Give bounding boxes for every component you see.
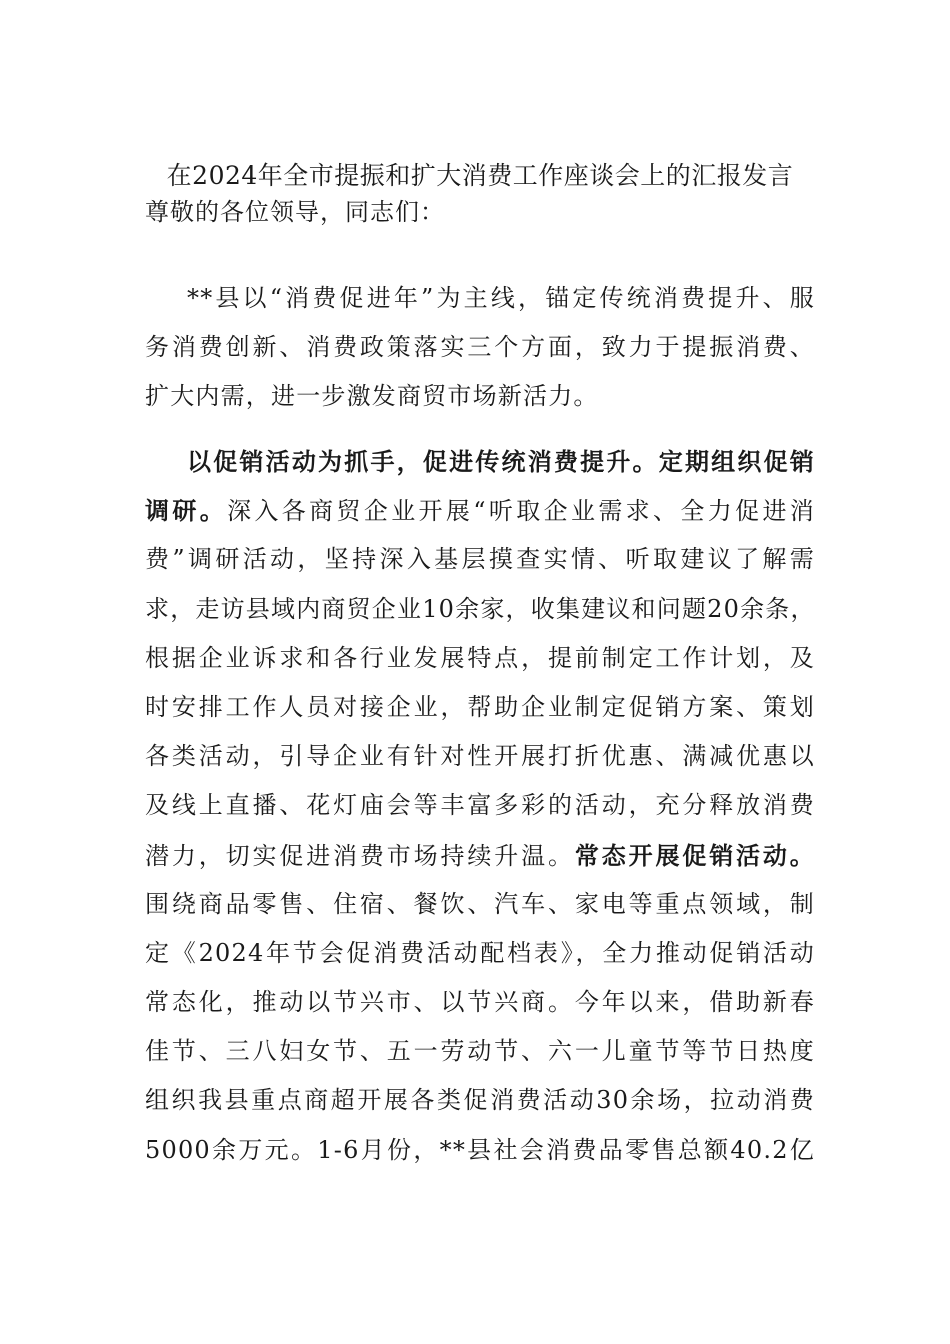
section-line: 求，走访县域内商贸企业10余家，收集建议和问题20余条，: [145, 594, 816, 623]
section-text: 深入各商贸企业开展“听取企业需求、全力促进消: [227, 497, 815, 526]
section-paragraph: [145, 437, 815, 1175]
subheading-inline: 调研。: [145, 496, 228, 526]
intro-line: 务消费创新、消费政策落实三个方面，致力于提振消费、: [145, 333, 815, 362]
section-line: 费”调研活动，坚持深入基层摸查实情、听取建议了解需: [145, 545, 815, 574]
section-line: 5000余万元。1-6月份，**县社会消费品零售总额40.2亿: [145, 1135, 815, 1164]
section-line: 常态化，推动以节兴市、以节兴商。今年以来，借助新春: [145, 988, 815, 1017]
document-title: 在2024年全市提振和扩大消费工作座谈会上的汇报发言: [166, 161, 794, 190]
intro-line: 扩大内需，进一步激发商贸市场新活力。: [145, 382, 599, 411]
intro-paragraph: [145, 274, 815, 422]
intro-line: **县以“消费促进年”为主线，锚定传统消费提升、服: [187, 284, 815, 312]
subheading-inline: 常态开展促销活动。: [574, 840, 815, 870]
section-line: [145, 486, 815, 535]
section-line: 及线上直播、花灯庙会等丰富多彩的活动，充分释放消费: [145, 791, 815, 820]
section-line: 各类活动，引导企业有针对性开展打折优惠、满减优惠以: [145, 742, 815, 771]
salutation: 尊敬的各位领导，同志们：: [145, 198, 445, 226]
section-heading-line: 以促销活动为抓手，促进传统消费提升。定期组织促销: [187, 447, 815, 476]
section-line: 时安排工作人员对接企业，帮助企业制定促销方案、策划: [145, 692, 815, 721]
section-line: 组织我县重点商超开展各类促消费活动30余场，拉动消费: [145, 1086, 815, 1115]
section-text: 潜力，切实促进消费市场持续升温。: [145, 841, 575, 870]
section-line: 根据企业诉求和各行业发展特点，提前制定工作计划，及: [145, 643, 815, 672]
section-line: [145, 831, 815, 880]
section-line: 围绕商品零售、住宿、餐饮、汽车、家电等重点领域，制: [145, 889, 815, 918]
section-line: 定《2024年节会促消费活动配档表》，全力推动促销活动: [145, 938, 815, 967]
section-line: 佳节、三八妇女节、五一劳动节、六一儿童节等节日热度: [145, 1037, 815, 1066]
